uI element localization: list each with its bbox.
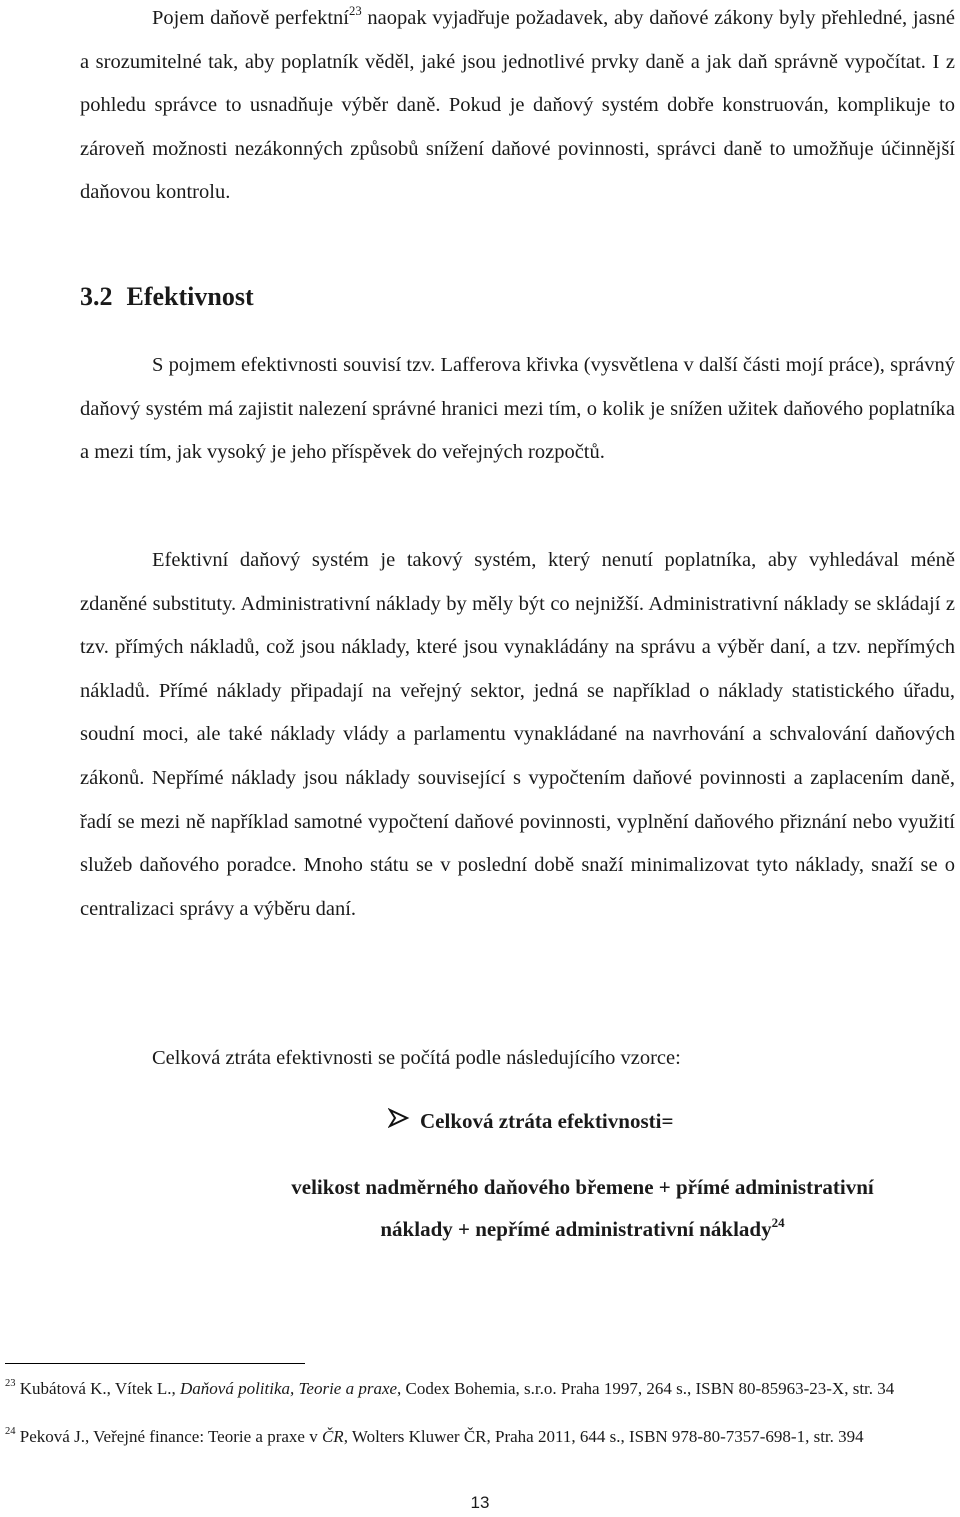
- paragraph-perfect-tax: Pojem daňově perfektní$^{23}$ naopak vyjadřuje požadavek, aby daňové zákony byly přehledné, jasné a srozumitelné tak, aby poplatník věděl, jaké jsou jednotlivé prvky daně a jak daň správně vypočítat. I z pohledu správce to usnadňuje výběr daně. Pokud je daňový systém dobře konstruován, komplikuje to zároveň možnosti nezákonných způsobů snížení daňové povinnosti, správci daně to umožňuje účinnější daňovou kontrolu.: [80, 3, 955, 204]
- footnote-24: $^{24}$ Peková J., Veřejné finance: Teorie a praxe v ČR, Wolters Kluwer ČR, Praha 2011, 644 s., ISBN 978-80-7357-698-1, str. 394: [5, 1426, 864, 1446]
- formula-label-line: [388, 1108, 673, 1134]
- section-title: Efektivnost: [126, 282, 254, 311]
- page-number: 13: [470, 1493, 490, 1512]
- formula-label: Celková ztráta efektivnosti=: [420, 1109, 674, 1133]
- footnote-separator: [5, 1363, 305, 1364]
- footnote-23: $^{23}$ Kubátová K., Vítek L., Daňová politika, Teorie a praxe, Codex Bohemia, s.r.o. Praha 1997, 264 s., ISBN 80-85963-23-X, str. 34: [5, 1378, 895, 1398]
- footnote-ref-24[interactable]: 24: [771, 1214, 785, 1230]
- footnote-ref-23[interactable]: 23: [349, 3, 362, 18]
- formula-line-2: náklady + nepřímé administrativní náklady$^{24}$: [380, 1214, 785, 1241]
- formula-line-1: velikost nadměrného daňového břemene + přímé administrativní: [291, 1175, 874, 1199]
- section-number: 3.2: [80, 282, 113, 311]
- section-heading: [80, 282, 254, 312]
- paragraph-admin-costs: Efektivní daňový systém je takový systém, který nenutí poplatníka, aby vyhledával méně zdaněné substituty. Administrativní náklady by měly být co nejnižší. Administrativní náklady se skládají z tzv. přímých nákladů, což jsou náklady, které jsou vynakládány na správu a výběr daní, a tzv. nepřímých nákladů. Přímé náklady připadají na veřejný sektor, jedná se například o náklady statistického úřadu, soudní moci, ale také náklady vlády a parlamentu vynakládané na navrhování a schvalování daňových zákonů. Nepřímé náklady jsou náklady související s vypočtením daňové povinnosti a zaplacením daně, řadí se mezi ně například samotné vypočtení daňové povinnosti, vyplnění daňového přiznání nebo využití služeb daňového poradce. Mnoho státu se v poslední době snaží minimalizovat tyto náklady, snaží se o centralizaci správy a výběru daní.: [80, 549, 955, 920]
- paragraph-efficiency: S pojmem efektivnosti souvisí tzv. Lafferova křivka (vysvětlena v další části mojí práce), správný daňový systém má zajistit nalezení správné hranici mezi tím, o kolik je snížen užitek daňového poplatníka a mezi tím, jak vysoký je jeho příspěvek do veřejných rozpočtů.: [80, 354, 955, 464]
- paragraph-formula-intro: Celková ztráta efektivnosti se počítá podle následujícího vzorce:: [152, 1047, 681, 1069]
- arrow-bullet-icon: [388, 1108, 420, 1134]
